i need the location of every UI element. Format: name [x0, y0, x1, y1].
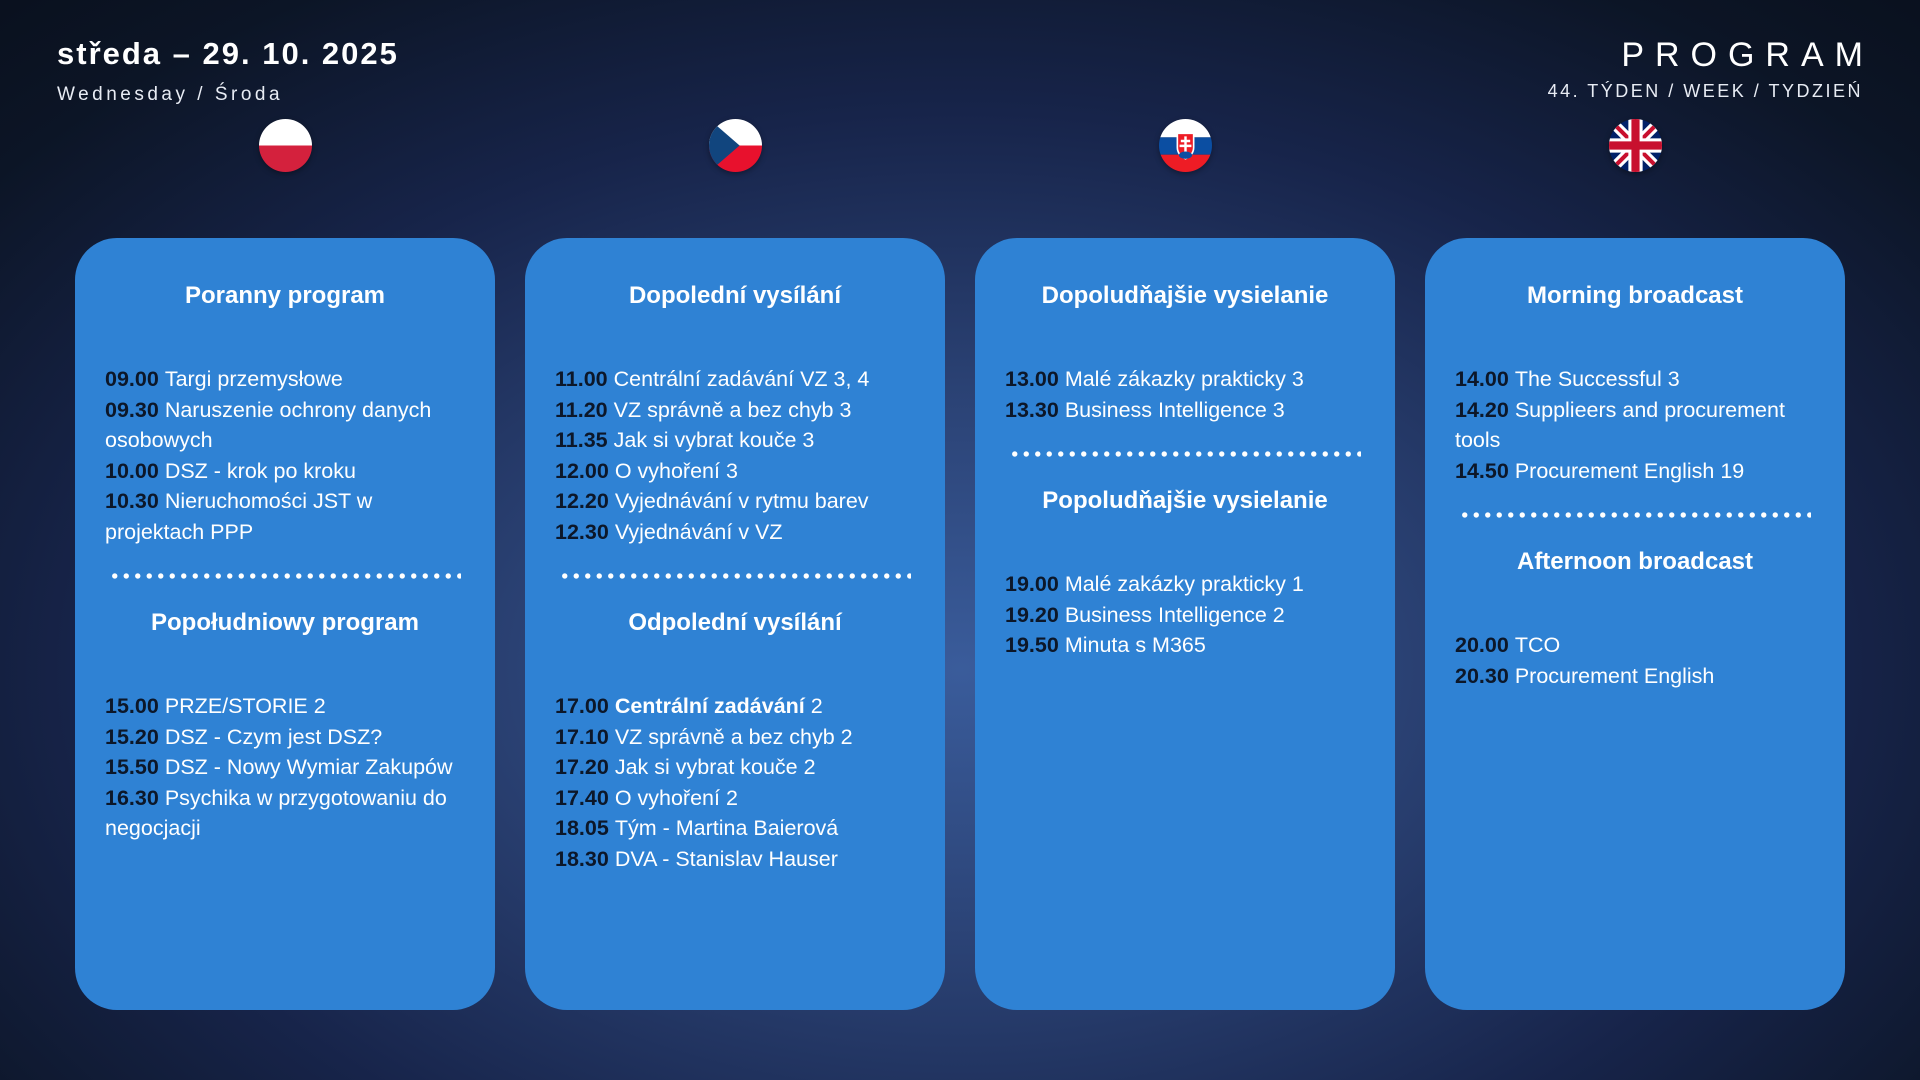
entry-time: 10.30	[105, 489, 159, 513]
entry-time: 11.20	[555, 397, 608, 422]
entry-title: Tým - Martina Baierová	[614, 816, 839, 840]
schedule-column-czechia	[525, 118, 945, 1010]
entry-title: Vyjednávání v VZ	[614, 519, 783, 544]
header	[57, 36, 1874, 106]
program-entry	[555, 813, 915, 844]
program-entry	[1005, 395, 1365, 426]
entry-title: Malé zakázky prakticky 1	[1064, 572, 1304, 596]
entry-time: 10.00	[105, 458, 159, 483]
dotted-divider	[109, 573, 461, 579]
program-entry	[1455, 395, 1815, 456]
entry-time: 18.05	[555, 816, 609, 840]
dotted-divider	[1459, 512, 1811, 518]
schedule-column-poland	[75, 118, 495, 1010]
entry-time: 09.00	[105, 367, 159, 391]
entry-time: 19.50	[1005, 633, 1059, 657]
entry-title: Centrální zadávání VZ 3, 4	[613, 367, 870, 391]
program-entry	[555, 844, 915, 875]
entry-list	[1455, 630, 1815, 691]
entry-title: VZ správně a bez chyb 2	[614, 724, 853, 749]
program-entry	[1455, 630, 1815, 661]
entry-time: 11.00	[555, 367, 608, 391]
section-title: Afternoon broadcast	[1516, 548, 1753, 575]
entry-title: Psychika w przygotowaniu do negocjacji	[105, 785, 447, 840]
entry-time: 19.00	[1005, 572, 1059, 596]
czechia-flag-icon	[709, 119, 762, 172]
program-entry	[555, 691, 915, 722]
entry-title: Business Intelligence 2	[1064, 602, 1285, 627]
entry-time: 14.50	[1455, 458, 1509, 483]
program-block	[1547, 36, 1874, 102]
schedule-card-slovakia	[975, 238, 1395, 1010]
entry-time: 17.00	[555, 694, 609, 718]
entry-title-emphasis: Centrální zadávání	[614, 694, 805, 718]
entry-list	[105, 364, 465, 547]
entry-time: 17.10	[555, 724, 609, 749]
schedule-column-uk	[1425, 118, 1845, 1010]
section-title: Dopolední vysílání	[628, 282, 842, 309]
entry-time: 12.30	[555, 519, 609, 544]
entry-time: 17.40	[555, 785, 609, 810]
entry-time: 17.20	[555, 755, 609, 779]
program-entry	[1455, 456, 1815, 487]
program-entry	[555, 517, 915, 548]
entry-title: Procurement English 19	[1514, 458, 1745, 483]
entry-time: 09.30	[105, 397, 159, 422]
program-entry	[105, 722, 465, 753]
entry-title: O vyhoření 3	[614, 458, 738, 483]
schedule-card-uk	[1425, 238, 1845, 1010]
entry-list	[1455, 364, 1815, 486]
program-entry	[105, 364, 465, 395]
entry-title: TCO	[1514, 633, 1561, 657]
poland-flag-icon	[259, 119, 312, 172]
schedule-card-czechia	[525, 238, 945, 1010]
entry-list	[105, 691, 465, 844]
date-subtitle: Wednesday / Środa	[57, 84, 284, 105]
program-entry	[105, 456, 465, 487]
program-entry	[555, 752, 915, 783]
program-title: PROGRAM	[1621, 36, 1874, 74]
entry-title: Nieruchomości JST w projektach PPP	[105, 489, 373, 544]
entry-list	[555, 364, 915, 547]
program-entry	[555, 364, 915, 395]
entry-time: 15.20	[105, 724, 159, 749]
entry-title: Jak si vybrat kouče 2	[614, 755, 816, 779]
entry-title: The Successful 3	[1514, 367, 1680, 391]
slovakia-flag	[1159, 118, 1212, 172]
entry-title: 2	[810, 694, 823, 718]
program-entry	[555, 425, 915, 456]
program-entry	[555, 722, 915, 753]
program-entry	[105, 752, 465, 783]
entry-title: O vyhoření 2	[614, 785, 738, 810]
section-title: Morning broadcast	[1526, 282, 1743, 309]
program-entry	[1455, 364, 1815, 395]
czechia-flag	[709, 118, 762, 172]
section-title: Dopoludňajšie vysielanie	[1041, 282, 1329, 309]
slovakia-flag-icon	[1159, 119, 1212, 172]
entry-time: 19.20	[1005, 602, 1059, 627]
program-subtitle: 44. TÝDEN / WEEK / TYDZIEŃ	[1547, 81, 1863, 101]
entry-time: 12.00	[555, 458, 609, 483]
dotted-divider	[559, 573, 911, 579]
section-title: Popołudniowy program	[151, 609, 419, 636]
entry-title: Targi przemysłowe	[164, 367, 343, 391]
entry-title: DSZ - krok po kroku	[164, 458, 356, 483]
entry-list	[555, 691, 915, 874]
entry-title: Jak si vybrat kouče 3	[613, 428, 815, 452]
date-title: středa – 29. 10. 2025	[57, 36, 399, 71]
entry-title: DVA - Stanislav Hauser	[614, 846, 838, 871]
entry-title: Naruszenie ochrony danych osobowych	[105, 397, 432, 452]
program-entry	[1005, 600, 1365, 631]
entry-time: 14.20	[1455, 397, 1509, 422]
section-title: Odpolední vysílání	[628, 609, 842, 636]
program-entry	[555, 486, 915, 517]
program-entry	[105, 783, 465, 844]
program-entry	[105, 395, 465, 456]
entry-title: Vyjednávání v rytmu barev	[614, 489, 869, 513]
schedule-columns	[75, 118, 1845, 1010]
entry-title: Minuta s M365	[1064, 633, 1206, 657]
program-entry	[555, 783, 915, 814]
entry-list	[1005, 364, 1365, 425]
poland-flag	[259, 118, 312, 172]
date-block	[57, 36, 399, 106]
entry-title: VZ správně a bez chyb 3	[613, 397, 852, 422]
schedule-column-slovakia	[975, 118, 1395, 1010]
program-entry	[105, 691, 465, 722]
entry-time: 12.20	[555, 489, 609, 513]
entry-time: 20.00	[1455, 633, 1509, 657]
section-title: Poranny program	[184, 282, 386, 309]
program-entry	[1455, 661, 1815, 692]
entry-title: Supplieers and procurement tools	[1455, 397, 1785, 452]
entry-title: Business Intelligence 3	[1064, 397, 1285, 422]
program-entry	[1005, 569, 1365, 600]
entry-title: Malé zákazky prakticky 3	[1064, 367, 1304, 391]
uk-flag	[1609, 118, 1662, 172]
entry-time: 15.00	[105, 694, 159, 718]
program-entry	[105, 486, 465, 547]
entry-time: 18.30	[555, 846, 609, 871]
entry-time: 11.35	[555, 428, 608, 452]
entry-list	[1005, 569, 1365, 661]
program-entry	[1005, 364, 1365, 395]
program-entry	[555, 395, 915, 426]
uk-flag-icon	[1609, 119, 1662, 172]
schedule-card-poland	[75, 238, 495, 1010]
section-title: Popoludňajšie vysielanie	[1042, 487, 1328, 514]
entry-time: 15.50	[105, 755, 159, 779]
entry-time: 20.30	[1455, 663, 1509, 688]
entry-time: 13.30	[1005, 397, 1059, 422]
entry-time: 13.00	[1005, 367, 1059, 391]
entry-time: 16.30	[105, 785, 159, 810]
entry-title: DSZ - Nowy Wymiar Zakupów	[164, 755, 453, 779]
entry-title: DSZ - Czym jest DSZ?	[164, 724, 383, 749]
dotted-divider	[1009, 451, 1361, 457]
program-entry	[555, 456, 915, 487]
entry-time: 14.00	[1455, 367, 1509, 391]
program-entry	[1005, 630, 1365, 661]
entry-title: PRZE/STORIE 2	[164, 694, 326, 718]
entry-title: Procurement English	[1514, 663, 1715, 688]
